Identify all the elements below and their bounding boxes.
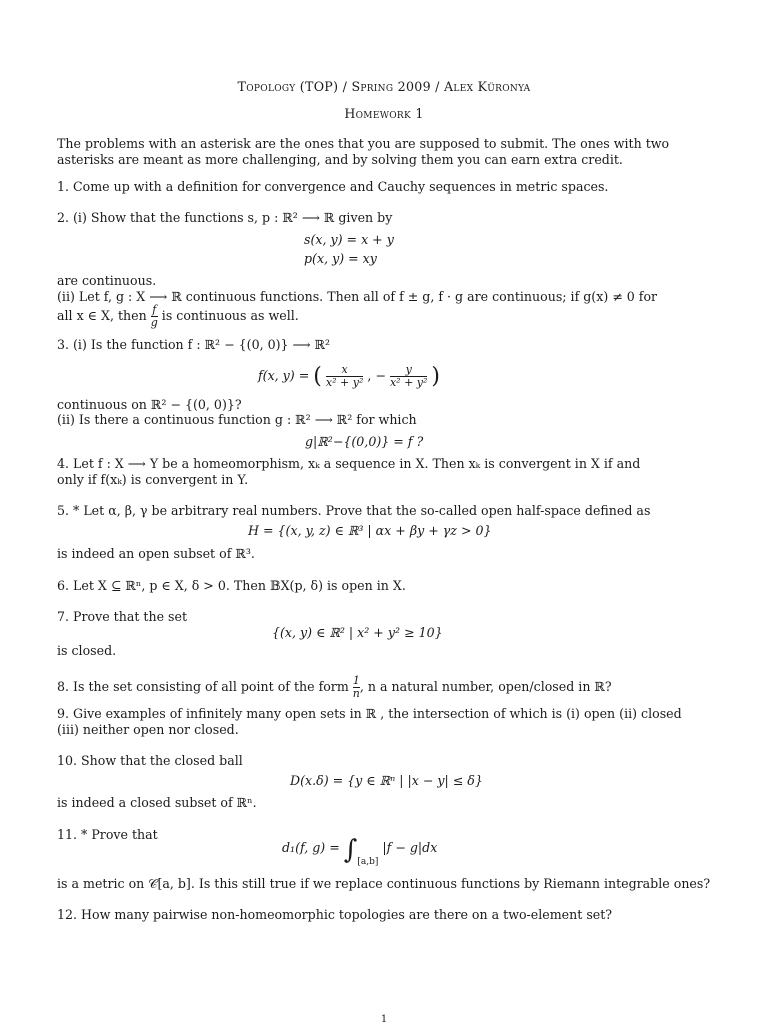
problem-5-line-2: is indeed an open subset of ℝ³. (57, 546, 255, 561)
problem-9-line-1: 9. Give examples of infinitely many open sets in ℝ , the intersection of which is (i) open (ii) closed (57, 706, 682, 721)
problem-10-line-2: is indeed a closed subset of ℝⁿ. (57, 795, 257, 810)
problem-8-start: 8. Is the set consisting of all point of the form (57, 679, 349, 694)
intro-line-2: asterisks are meant as more challenging, and by solving them you can earn extra credit. (57, 152, 623, 167)
equation-lhs: f(x, y) = (258, 368, 310, 383)
fraction-y (390, 364, 427, 389)
problem-3-line-3: (ii) Is there a continuous function g : ℝ² ⟶ ℝ² for which (57, 412, 417, 427)
problem-4-line-2: only if f(xₖ) is convergent in Y. (57, 472, 249, 487)
problem-1: 1. Come up with a definition for convergence and Cauchy sequences in metric spaces. (57, 179, 609, 194)
denominator-x: x² + y² (325, 376, 364, 389)
fraction-denominator: n (352, 687, 360, 700)
problem-2-line-4-end: is continuous as well. (161, 308, 299, 323)
problem-5-equation: H = {(x, y, z) ∈ ℝ³ | αx + βy + γz > 0} (248, 523, 492, 538)
right-paren: ) (431, 364, 441, 389)
problem-11-line-1: 11. * Prove that (57, 827, 158, 842)
denominator-y: x² + y² (389, 376, 428, 389)
document-subtitle: Homework 1 (344, 106, 424, 121)
problem-2-line-3: (ii) Let f, g : X ⟶ ℝ continuous functions. Then all of f ± g, f · g are continuous; if g(x) ≠ 0 for (57, 289, 658, 304)
equation-lhs: d₁(f, g) = (282, 840, 340, 855)
problem-2-line-4-start: all x ∈ X, then (57, 308, 147, 323)
fraction-one-over-n (353, 675, 360, 700)
problem-10-line-1: 10. Show that the closed ball (57, 753, 243, 768)
numerator-x: x (341, 363, 348, 376)
fraction-x (326, 364, 363, 389)
problem-11-line-2: is a metric on 𝒞[a, b]. Is this still true if we replace continuous functions by Riemann integrable ones? (57, 876, 711, 891)
problem-3-line-1: 3. (i) Is the function f : ℝ² − {(0, 0)} ⟶ ℝ² (57, 337, 331, 352)
problem-2-line-1: 2. (i) Show that the functions s, p : ℝ² ⟶ ℝ given by (57, 210, 393, 225)
problem-12: 12. How many pairwise non-homeomorphic topologies are there on a two-element set? (57, 907, 613, 922)
fraction-denominator: g (150, 316, 158, 329)
equation-rhs: |f − g|dx (382, 840, 438, 855)
problem-11-equation (282, 835, 438, 870)
problem-5-line-1: 5. * Let α, β, γ be arbitrary real numbers. Prove that the so-called open half-space defined as (57, 503, 651, 518)
page-number: 1 (380, 1014, 388, 1025)
problem-8 (57, 675, 612, 700)
fraction-f-over-g (151, 304, 158, 329)
numerator-y: y (405, 363, 412, 376)
problem-3-line-2: continuous on ℝ² − {(0, 0)}? (57, 397, 242, 412)
problem-2-line-2: are continuous. (57, 273, 157, 288)
fraction-numerator: 1 (352, 674, 360, 687)
problem-2-line-4 (57, 304, 299, 329)
problem-4-line-1: 4. Let f : X ⟶ Y be a homeomorphism, xₖ a sequence in X. Then xₖ is convergent in X if and (57, 456, 641, 471)
intro-line-1: The problems with an asterisk are the ones that you are supposed to submit. The ones with two (57, 136, 670, 151)
equation-separator: , − (367, 368, 386, 383)
problem-7-equation: {(x, y) ∈ ℝ² | x² + y² ≥ 10} (272, 625, 443, 640)
integral-sign: ∫ (343, 835, 358, 865)
problem-7-line-2: is closed. (57, 643, 117, 658)
problem-6: 6. Let X ⊆ ℝⁿ, p ∈ X, δ > 0. Then 𝔹X(p, δ) is open in X. (57, 578, 406, 593)
fraction-numerator: f (152, 303, 157, 316)
problem-2-equation-2: p(x, y) = xy (304, 251, 377, 266)
problem-3-equation-2: g|ℝ²−{(0,0)} = f ? (305, 434, 424, 449)
problem-10-equation: D(x.δ) = {y ∈ ℝⁿ | |x − y| ≤ δ} (290, 773, 483, 788)
problem-2-equation-1: s(x, y) = x + y (304, 232, 394, 247)
problem-8-end: , n a natural number, open/closed in ℝ? (359, 679, 612, 694)
integral-subscript: [a,b] (357, 857, 379, 867)
problem-9-line-2: (iii) neither open nor closed. (57, 722, 239, 737)
problem-3-equation (258, 364, 440, 389)
document-title: Topology (TOP) / Spring 2009 / Alex Küronya (237, 79, 531, 94)
problem-7-line-1: 7. Prove that the set (57, 609, 188, 624)
left-paren: ( (313, 364, 322, 389)
